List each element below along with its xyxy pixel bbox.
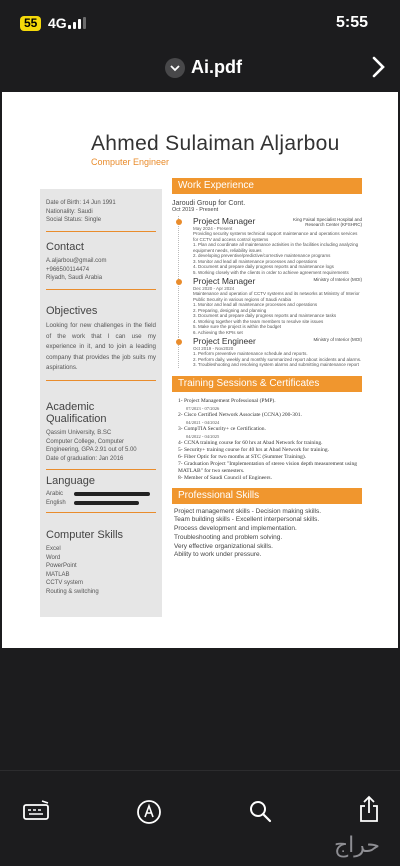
training-item xyxy=(178,398,362,412)
watermark-logo: حراج xyxy=(333,833,380,858)
pro-skill: Troubleshooting and problem solving. xyxy=(174,533,283,541)
contact-location: Riyadh, Saudi Arabia xyxy=(46,275,103,281)
pro-skill: Team building skills - Excellent interpersonal skills. xyxy=(174,516,320,524)
training-date: 07/2023 - 07/2026 xyxy=(186,405,220,411)
job-date: May 2024 - Present xyxy=(193,226,233,231)
job-details: Providing security systems technical support maintenance and operations services for CCTV and access control systems 1. Plan and coordinate all maintenance activities in the facilities including analyzing equipment needs, reliability issues 2. developing preventive/predictive/corrective maintenance programs 3. Monitor and lead all maintenance processes and operations 4. Document and prepare daily progress reports and maintenance logs 5. Working closely with the clients in order to achieve agreement requirements xyxy=(193,231,359,275)
pdf-page[interactable] xyxy=(2,92,398,648)
job-entry xyxy=(178,276,362,335)
pro-skill: Process development and implementation. xyxy=(174,525,297,533)
language-row xyxy=(46,491,156,497)
objectives-text: Looking for new challenges in the field of the work that I can use my experience in it, and to join a leading company that provides the job suits my aspirations. xyxy=(46,322,156,371)
search-icon[interactable] xyxy=(248,799,272,828)
divider xyxy=(46,289,156,290)
contact-section xyxy=(46,241,156,298)
training-item xyxy=(178,412,362,426)
professional-skills-heading: Professional Skills xyxy=(172,488,362,504)
pro-skill: Very effective organizational skills. xyxy=(174,542,273,550)
bottom-toolbar xyxy=(0,770,400,866)
timeline-dot xyxy=(176,279,182,285)
work-experience-heading: Work Experience xyxy=(172,178,362,194)
training-text: 3- CompTIA Security+ ce Certification. xyxy=(178,425,266,432)
computer-skills-heading: Computer Skills xyxy=(46,529,124,541)
training-item: 8- Member of Saudi Council of Engineers. xyxy=(178,474,272,481)
academic-section xyxy=(46,401,156,478)
chevron-down-icon[interactable] xyxy=(165,58,185,78)
skill-item: CCTV system xyxy=(46,580,84,586)
left-column xyxy=(40,189,162,617)
job-entry xyxy=(178,216,362,275)
title-bar xyxy=(0,48,400,88)
language-name: English xyxy=(46,500,66,506)
timeline-dot xyxy=(176,339,182,345)
professional-skills-list xyxy=(174,508,362,561)
clock: 5:55 xyxy=(335,14,368,31)
divider xyxy=(46,231,156,232)
training-item: 6- Fiber Optic for two months at STC (Summer Training). xyxy=(178,453,307,460)
divider xyxy=(46,380,156,381)
share-icon[interactable] xyxy=(358,795,380,828)
status-bar xyxy=(0,0,400,44)
training-item: 5- Security+ training course for 40 hrs at Abad Network for training. xyxy=(178,446,329,453)
skill-item: PowerPoint xyxy=(46,563,77,569)
contact-email: A.aljarbou@gmail.com xyxy=(46,258,107,264)
right-column xyxy=(172,178,362,560)
company-name: Jaroudi Group for Cont. xyxy=(172,200,246,207)
skill-item: Routing & switching xyxy=(46,588,99,595)
timeline-dot xyxy=(176,219,182,225)
job-title: Project Engineer xyxy=(193,336,256,346)
job-date: Oct 2019 - Nov2020 xyxy=(193,346,234,351)
job-organization: Ministry of Interior (MOI) xyxy=(313,337,362,342)
job-organization: King Faisal Specialist Hospital and Research Center (KFSHRC) xyxy=(292,217,362,227)
language-heading: Language xyxy=(46,475,95,487)
job-organization: Ministry of Interior (MOI) xyxy=(313,277,362,282)
skill-item: MATLAB xyxy=(46,571,70,578)
academic-line: Date of graduation: Jan 2016 xyxy=(46,455,124,462)
training-text: 2- Cisco Certified Network Associate (CCNA) 200-301. xyxy=(178,411,302,418)
personal-line: Nationality: Saudi xyxy=(46,208,93,215)
language-row xyxy=(46,500,156,506)
language-section xyxy=(46,475,156,521)
objectives-heading: Objectives xyxy=(46,305,98,317)
resume-name: Ahmed Sulaiman Aljarbou xyxy=(91,132,340,155)
divider xyxy=(46,512,156,513)
training-list xyxy=(178,398,362,482)
contact-heading: Contact xyxy=(46,241,84,253)
academic-line: Qassim University, B.SC xyxy=(46,430,112,436)
divider xyxy=(46,469,156,470)
objectives-section xyxy=(46,305,156,389)
battery-indicator: 55 xyxy=(20,16,41,31)
job-title: Project Manager xyxy=(193,216,256,226)
pro-skill: Ability to work under pressure. xyxy=(174,551,262,559)
skill-item: Word xyxy=(46,554,61,561)
network-label: 4G xyxy=(48,15,67,31)
skill-item: Excel xyxy=(46,546,61,552)
language-level-bar xyxy=(74,492,150,496)
chevron-right-icon[interactable] xyxy=(372,56,386,83)
company-date: Oct 2019 - Present xyxy=(172,207,219,213)
document-title[interactable]: Ai.pdf xyxy=(191,57,242,77)
personal-line: Social Status: Single xyxy=(46,217,102,223)
job-entry xyxy=(178,336,362,368)
training-date: 04/2022 - 04/2025 xyxy=(186,433,220,439)
computer-skills-section xyxy=(46,529,156,596)
job-details: Maintenance and operation of CCTV systems and its networks at Ministry of Interior Public Security in various regions of Saudi Arabia 1. Monitor and lead all maintenance processes and operations 2. Preparing, designing and planning 3. Document and prepare daily progress reports and maintenance tasks 4. Working together with the team members to resolve site issues 5. Make sure the project is within the budget 6. Achieving the KPIs set xyxy=(193,291,360,335)
training-item xyxy=(178,426,362,440)
contact-phone: +966500114474 xyxy=(46,266,90,273)
personal-info xyxy=(46,199,156,240)
language-level-bar xyxy=(74,501,139,505)
signal-icon xyxy=(68,17,86,29)
academic-line: Computer College, Computer Engineering, GPA 2.91 out of 5.00 xyxy=(46,438,137,453)
training-heading: Training Sessions & Certificates xyxy=(172,376,362,392)
training-item: 7- Graduation Project "Implementation of stereo vision depth measurement using MATLAB" for two semesters. xyxy=(178,460,357,474)
academic-heading: Academic Qualification xyxy=(46,401,107,425)
training-text: 1- Project Management Professional (PMP). xyxy=(178,397,276,404)
pen-circle-icon[interactable] xyxy=(136,799,162,830)
job-date: Dec 2020 - Apr 2024 xyxy=(193,286,235,291)
training-item: 4- CCNA training course for 60 hrs at Abad Network for training. xyxy=(178,439,323,446)
training-date: 04/2021 - 04/2024 xyxy=(186,419,220,425)
pro-skill: Project management skills - Decision making skills. xyxy=(174,507,322,515)
personal-line: Date of Birth: 14 Jun 1991 xyxy=(46,200,116,206)
markup-icon[interactable] xyxy=(22,799,50,828)
resume-role: Computer Engineer xyxy=(91,157,170,167)
job-details: 1. Perform preventive maintenance schedule and reports. 2. Perform daily, weekly and monthly summarized report about incidents and alarms. 3. Troubleshooting and resolving system alarms and submitting maintenance report xyxy=(193,351,362,367)
job-title: Project Manager xyxy=(193,276,256,286)
language-name: Arabic xyxy=(46,491,64,497)
